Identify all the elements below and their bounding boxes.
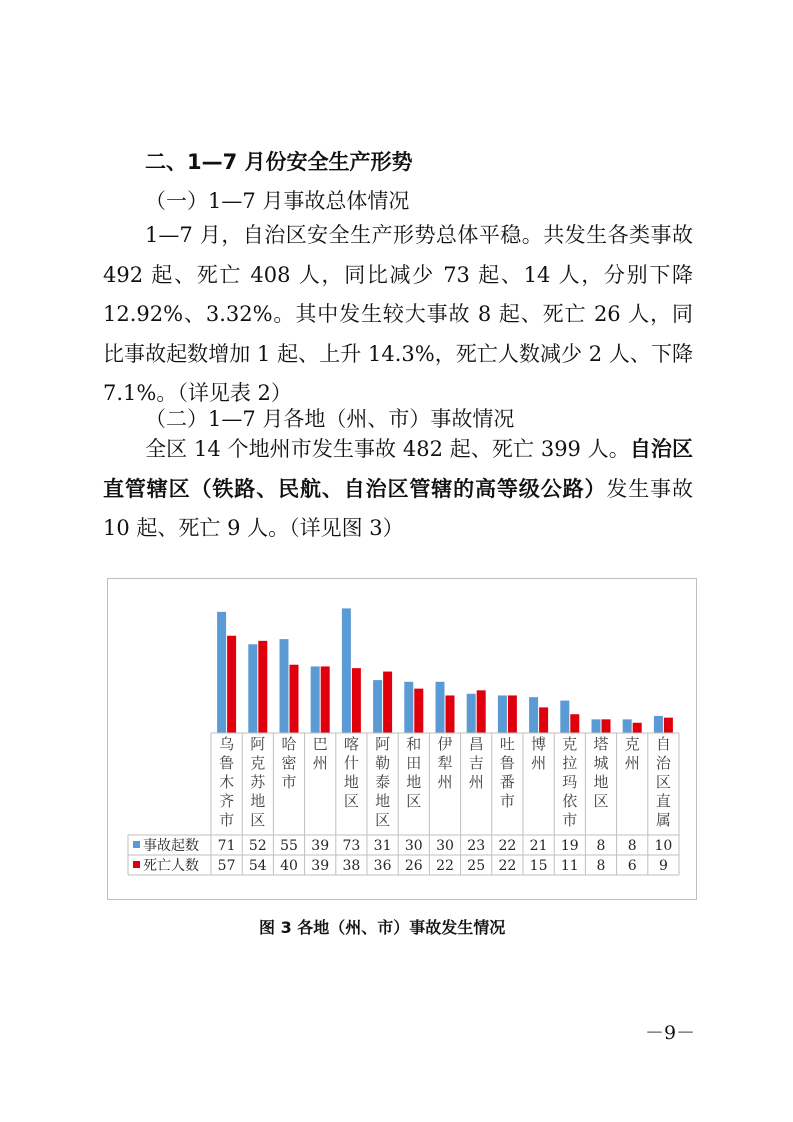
bar-deaths: [352, 668, 361, 733]
subsection-1-title: （一）1—7 月事故总体情况: [145, 189, 410, 213]
category-label: 克拉玛依市: [562, 735, 578, 829]
legend-label-accidents: 事故起数: [143, 838, 199, 854]
data-label-accidents: 30: [436, 838, 454, 854]
bar-accidents: [654, 716, 663, 733]
bar-deaths: [383, 672, 392, 733]
data-label-accidents: 21: [529, 838, 548, 854]
bar-accidents: [592, 719, 601, 733]
data-label-deaths: 9: [658, 858, 668, 874]
data-label-accidents: 30: [404, 838, 423, 854]
page-number: －9－: [645, 1022, 696, 1044]
subsection-2-paragraph: [103, 430, 693, 549]
bar-deaths: [477, 690, 486, 733]
data-label-accidents: 73: [342, 838, 361, 854]
bar-accidents: [311, 666, 320, 733]
category-label: 乌鲁木齐市: [219, 735, 235, 829]
bar-chart: [108, 579, 698, 901]
subsection-1-text: 1—7 月，自治区安全生产形势总体平稳。共发生各类事故 492 起、死亡 408 人，同比减少 73 起、14 人，分别下降 12.92%、3.32%。其中发生较大事故 8 起、死亡 26 人，同比事故起数增加 1 起、上升 14.3%，死亡人数减少 2 人、下降 7.1%。（详见表 2）: [103, 223, 693, 405]
data-label-deaths: 26: [404, 858, 423, 874]
subsection-2-text-bold: 自治区直管辖区（铁路、民航、自治区管辖的高等级公路）: [103, 437, 694, 501]
category-label: 克州: [624, 735, 640, 772]
legend-swatch-deaths: [133, 861, 140, 868]
data-label-accidents: 22: [498, 838, 517, 854]
data-label-accidents: 71: [217, 838, 236, 854]
category-label: 自治区直属: [655, 735, 671, 829]
bar-deaths: [539, 707, 548, 733]
bar-accidents: [217, 612, 226, 733]
bar-deaths: [570, 714, 579, 733]
category-label: 和田地区: [406, 735, 422, 810]
data-label-deaths: 22: [436, 858, 454, 874]
bar-deaths: [508, 695, 517, 733]
category-label: 阿克苏地区: [250, 735, 266, 829]
category-label: 哈密市: [281, 735, 297, 791]
data-label-deaths: 6: [627, 858, 637, 874]
bar-deaths: [258, 641, 267, 733]
bar-deaths: [290, 665, 299, 733]
legend-swatch-accidents: [133, 841, 140, 848]
data-label-accidents: 8: [627, 838, 637, 854]
data-label-accidents: 39: [311, 838, 330, 854]
category-label: 喀什地区: [343, 735, 359, 810]
data-label-accidents: 10: [654, 838, 673, 854]
bar-deaths: [602, 719, 611, 733]
data-label-deaths: 22: [498, 858, 517, 874]
bar-accidents: [436, 682, 445, 733]
category-label: 阿勒泰地区: [375, 735, 391, 829]
bar-deaths: [414, 689, 423, 733]
subsection-2-text-tail: 发生事故 10 起、死亡 9 人。（详见图 3）: [103, 476, 694, 540]
bar-deaths: [321, 666, 330, 733]
bar-accidents: [342, 608, 351, 733]
bar-deaths: [446, 695, 455, 733]
data-label-accidents: 8: [596, 838, 606, 854]
bar-deaths: [664, 718, 673, 733]
data-label-accidents: 19: [560, 838, 579, 854]
bar-accidents: [280, 639, 289, 733]
category-label: 吐鲁番市: [499, 735, 515, 810]
data-label-deaths: 11: [560, 858, 579, 874]
bar-accidents: [248, 644, 257, 733]
data-label-accidents: 52: [248, 838, 267, 854]
bar-accidents: [623, 719, 632, 733]
data-label-accidents: 23: [467, 838, 486, 854]
data-label-deaths: 36: [373, 858, 392, 874]
bar-accidents: [498, 695, 507, 733]
subsection-2-title: （二）1—7 月各地（州、市）事故情况: [145, 407, 515, 431]
category-label: 伊犁州: [437, 735, 453, 791]
bar-accidents: [560, 701, 569, 733]
data-label-accidents: 31: [373, 838, 392, 854]
bar-accidents: [404, 682, 413, 733]
bar-accidents: [373, 680, 382, 733]
data-label-deaths: 39: [311, 858, 330, 874]
figure-caption: 图 3 各地（州、市）事故发生情况: [259, 918, 506, 937]
category-label: 巴州: [312, 735, 328, 772]
data-label-deaths: 38: [342, 858, 361, 874]
subsection-2-text-normal: 全区 14 个地州市发生事故 482 起、死亡 399 人。: [145, 437, 630, 461]
data-label-deaths: 8: [596, 858, 606, 874]
data-label-deaths: 40: [280, 858, 298, 874]
bar-deaths: [227, 636, 236, 733]
data-label-deaths: 57: [217, 858, 236, 874]
category-label: 博州: [531, 735, 547, 772]
data-label-deaths: 25: [467, 858, 486, 874]
bar-accidents: [467, 694, 476, 733]
section-heading: 二、1—7 月份安全生产形势: [145, 150, 413, 174]
category-label: 塔城地区: [593, 735, 609, 810]
data-label-deaths: 54: [248, 858, 267, 874]
legend-label-deaths: 死亡人数: [143, 858, 199, 874]
bar-deaths: [633, 723, 642, 733]
bar-accidents: [529, 697, 538, 733]
chart-figure: [107, 578, 697, 900]
category-label: 昌吉州: [468, 735, 484, 791]
data-label-deaths: 15: [529, 858, 548, 874]
subsection-1-paragraph: [103, 216, 693, 414]
data-label-accidents: 55: [280, 838, 298, 854]
